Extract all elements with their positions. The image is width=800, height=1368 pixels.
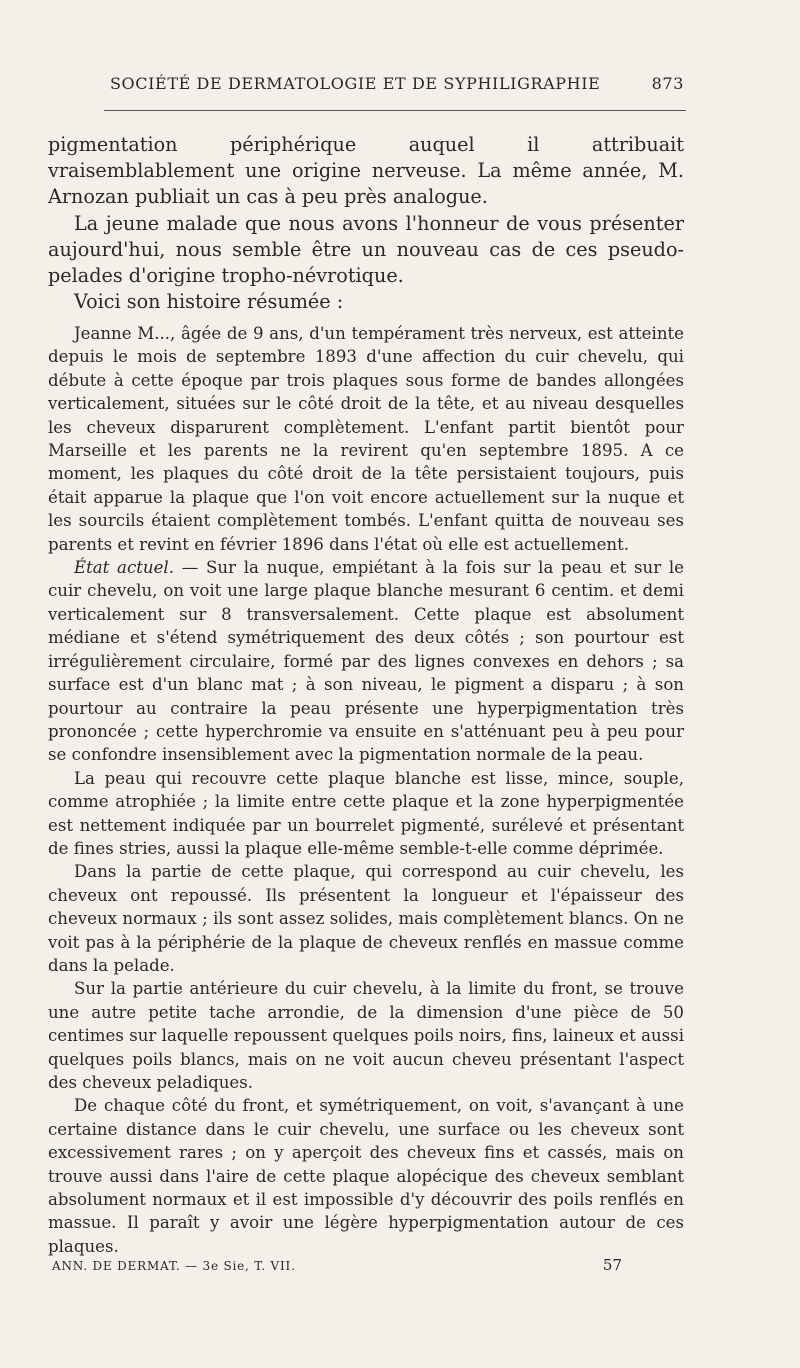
body-paragraph: Sur la partie antérieure du cuir chevelu, à la limite du front, se trouve une autre petite tache arrondie, de la dimension d'une pièce de 50 centimes sur laquelle repoussent quelques poils noirs, fins, laineux et aussi quelques poils blancs, mais on ne voit aucun cheveu présentant l'aspect des cheveux peladiques. [48,979,684,1092]
intro-paragraph: La jeune malade que nous avons l'honneur de vous présenter aujourd'hui, nous semble être un nouveau cas de ces pseudo-pelades d'origine tropho-névrotique. [48,211,684,288]
body-paragraph: Dans la partie de cette plaque, qui correspond au cuir chevelu, les cheveux ont repoussé. Ils présentent la longueur et l'épaisseur des cheveux normaux ; ils sont assez solides, mais complètement blancs. On ne voit pas à la périphérie de la plaque de cheveux renflés en massue comme dans la pelade. [48,862,684,975]
body-paragraph [48,556,684,767]
running-header [48,74,684,93]
body-paragraph: Jeanne M..., âgée de 9 ans, d'un tempérament très nerveux, est atteinte depuis le mois de septembre 1893 d'une affection du cuir chevelu, qui débute à cette époque par trois plaques sous forme de bandes allongées verticalement, situées sur le côté droit de la tête, et au niveau desquelles les cheveux disparurent complètement. L'enfant partit bientôt pour Marseille et les parents ne la revirent qu'en septembre 1895. A ce moment, les plaques du côté droit de la tête persistaient toujours, puis était apparue la plaque que l'on voit encore actuellement sur la nuque et les sourcils étaient complètement tombés. L'enfant quitta de nouveau ses parents et revint en février 1896 dans l'état où elle est actuellement. [48,324,684,554]
signature-mark: 57 [602,1256,622,1274]
intro-paragraph: pigmentation périphérique auquel il attribuait vraisemblablement une origine nerveuse. La même année, M. Arnozan publiait un cas à peu près analogue. [48,133,684,209]
body-paragraph: De chaque côté du front, et symétriquement, on voit, s'avançant à une certaine distance dans le cuir chevelu, une surface ou les cheveux sont excessivement rares ; on y aperçoit des cheveux fins et cassés, mais on trouve aussi dans l'aire de cette plaque alopécique des cheveux semblant absolument normaux et il est impossible d'y découvrir des poils renflés en massue. Il paraît y avoir une légère hyperpigmentation autour de ces plaques. [48,1096,684,1256]
body-paragraph: La peau qui recouvre cette plaque blanche est lisse, mince, souple, comme atrophiée ; la limite entre cette plaque et la zone hyperpigmentée est nettement indiquée par un bourrelet pigmenté, surélevé et présentant de fines stries, aussi la plaque elle-même semble-t-elle comme déprimée. [48,768,684,858]
intro-paragraph: Voici son histoire résumée : [74,290,344,314]
section-label: État actuel. [74,558,175,578]
running-title: SOCIÉTÉ DE DERMATOLOGIE ET DE SYPHILIGRAPHIE [110,74,601,93]
page-number: 873 [651,74,684,93]
intro-section [48,132,684,315]
journal-reference: ANN. DE DERMAT. — 3e Sie, T. VII. [52,1259,296,1273]
page-footer [48,1256,684,1274]
header-rule [104,110,686,111]
case-report [48,322,684,1258]
body-paragraph-text: — Sur la nuque, empiétant à la fois sur la peau et sur le cuir chevelu, on voit une large plaque blanche mesurant 6 centim. et demi verticalement sur 8 transversalement. Cette plaque est absolument médiane et s'étend symétriquement des deux côtés ; son pourtour est irrégulièrement circulaire, formé par des lignes convexes en dehors ; sa surface est d'un blanc mat ; à son niveau, le pigment a disparu ; à son pourtour au contraire la peau présente une hyperpigmentation très prononcée ; cette hyperchromie va ensuite en s'atténuant peu à peu pour se confondre insensiblement avec la pigmentation normale de la peau. [48,558,684,765]
